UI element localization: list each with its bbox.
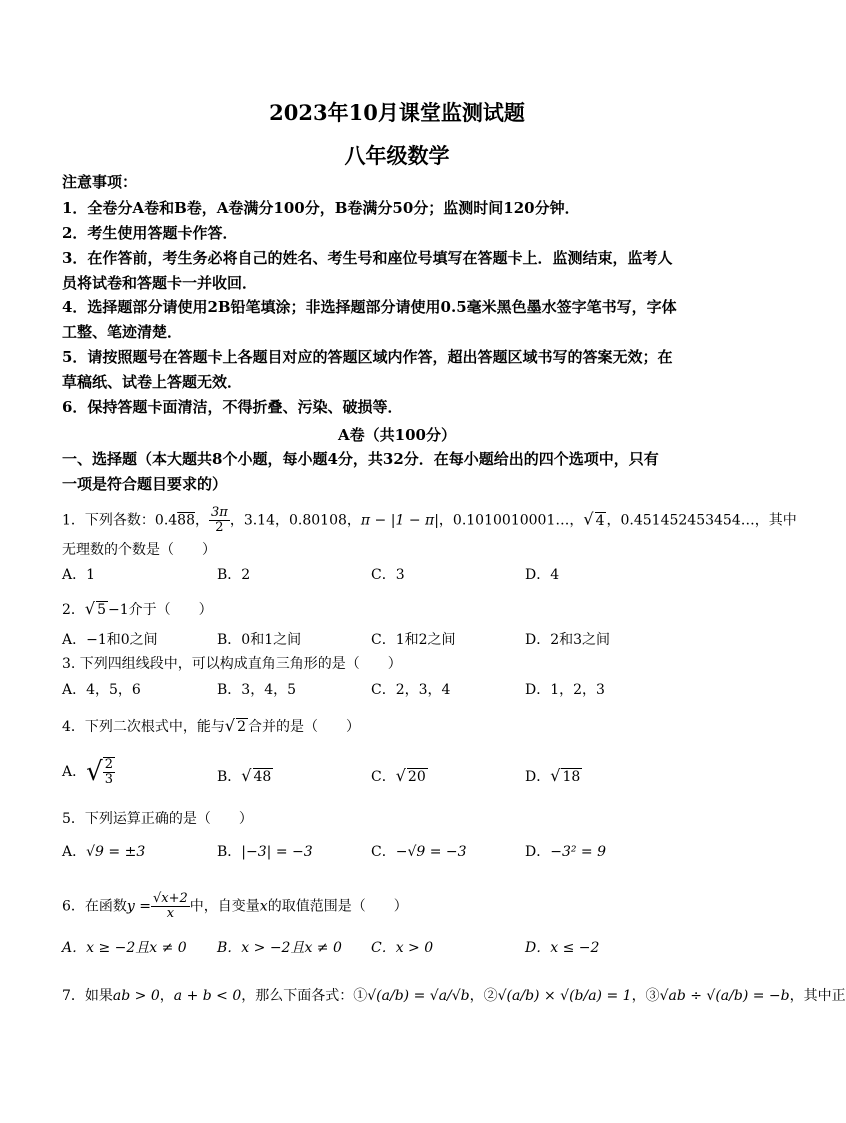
- note-item: 员将试卷和答题卡一并收回．: [62, 274, 258, 292]
- q4-sqrt-arg: 2: [237, 719, 247, 735]
- radical-icon: √: [86, 757, 103, 787]
- note-item: 5．请按照题号在答题卡上各题目对应的答题区域内作答，超出答题区域书写的答案无效；在: [62, 348, 673, 366]
- q3-option-d: D．1，2，3: [525, 682, 605, 698]
- q7-cond1: ab > 0: [112, 988, 160, 1004]
- q1-lead: 1．下列各数：0.4: [62, 512, 178, 529]
- q1-option-b: B．2: [217, 567, 251, 583]
- q5-option-c-expr: −√9 = −3: [395, 844, 467, 860]
- section-a-heading: A卷（共100分）: [338, 426, 456, 444]
- q5-option-b-label: B．: [217, 844, 242, 860]
- q6-tail: 中，自变量: [189, 898, 260, 915]
- q1-mid: ，3.14，0.80108，: [229, 512, 361, 529]
- q1-option-c: C．3: [371, 567, 405, 583]
- q2-option-a: A．−1和0之间: [62, 632, 158, 648]
- q2-option-c: C．1和2之间: [371, 632, 456, 648]
- q1-sqrt-arg: 4: [595, 512, 605, 529]
- q6-den: x: [166, 906, 175, 921]
- q6-fraction: [151, 892, 190, 921]
- q1-frac-den: 2: [215, 520, 224, 535]
- note-item: 工整、笔迹清楚．: [62, 323, 183, 341]
- q6-var: x: [259, 898, 268, 915]
- q1-option-d: D．4: [525, 567, 560, 583]
- q4-lead: 4．下列二次根式中，能与: [62, 719, 225, 735]
- q1-fraction: [209, 506, 230, 535]
- q2-sqrt-arg: 5: [97, 602, 107, 618]
- radical-icon: √: [583, 509, 594, 529]
- q4-option-a: [62, 757, 115, 787]
- q4-option-d-arg: 18: [562, 769, 581, 785]
- q3-option-c: C．2，3，4: [371, 682, 451, 698]
- q1-tail1: ，0.1010010001…，: [438, 512, 584, 529]
- q2-lead: 2．: [62, 602, 85, 618]
- q3-option-b: B．3，4，5: [217, 682, 297, 698]
- q7-cond2: a + b < 0: [173, 988, 242, 1004]
- radical-icon: √: [84, 599, 96, 618]
- q4-a-num: 2: [104, 757, 113, 772]
- radical-icon: √: [550, 766, 561, 785]
- q5-option-c: [371, 842, 467, 862]
- q1-repeating-digits: 88: [177, 512, 195, 529]
- q1-frac-num: 3π: [211, 505, 228, 520]
- q6-option-c: C．x > 0: [371, 940, 434, 956]
- q5-option-d-expr: −3² = 9: [550, 844, 607, 860]
- q5-option-d-label: D．: [525, 844, 551, 860]
- q7-expr-1: √(a/b) = √a/√b: [367, 988, 470, 1004]
- q7-mid: ，那么下面各式：①: [241, 988, 368, 1004]
- q4-option-c-label: C．: [371, 769, 396, 785]
- q5-option-b-expr: |−3| = −3: [241, 844, 313, 860]
- q6-option-b: B．x > −2且x ≠ 0: [217, 940, 342, 956]
- q4-option-b: [217, 766, 273, 787]
- q4-option-b-label: B．: [217, 769, 242, 785]
- q4-option-d-label: D．: [525, 769, 551, 785]
- note-item: 1．全卷分A卷和B卷，A卷满分100分，B卷满分50分；监测时间120分钟．: [62, 199, 580, 217]
- exam-title: 2023年10月课堂监测试题: [269, 100, 525, 125]
- q7-c3: ，③: [631, 988, 660, 1004]
- note-item: 草稿纸、试卷上答题无效．: [62, 373, 243, 391]
- q5-option-c-label: C．: [371, 844, 396, 860]
- part1-instructions: 一、选择题（本大题共8个小题，每小题4分，共32分．在每小题给出的四个选项中，只有: [62, 450, 659, 468]
- q4-tail: 合并的是（ ）: [248, 719, 361, 735]
- q6-option-d: D．x ≤ −2: [525, 940, 600, 956]
- q4-a-den: 3: [104, 772, 113, 787]
- question-6-stem: [62, 892, 408, 921]
- part1-instructions-cont: 一项是符合题目要求的）: [62, 475, 228, 493]
- q7-expr-2: √(a/b) × √(b/a) = 1: [497, 988, 632, 1004]
- q2-tail: −1介于（ ）: [108, 602, 213, 618]
- q5-option-a-label: A．: [62, 844, 87, 860]
- q4-option-a-fraction: [103, 757, 115, 787]
- note-item: 2．考生使用答题卡作答．: [62, 224, 238, 242]
- question-4-stem: [62, 716, 360, 737]
- q2-option-d: D．2和3之间: [525, 632, 611, 648]
- radical-icon: √: [241, 766, 252, 785]
- radical-icon: √: [395, 766, 406, 785]
- q4-option-a-label: A．: [62, 764, 87, 780]
- q7-tail: ，其中正: [789, 988, 846, 1004]
- question-3-stem: 3. 下列四组线段中，可以构成直角三角形的是（ ）: [62, 656, 402, 672]
- q7-c2: ，②: [469, 988, 498, 1004]
- q4-option-c: [371, 766, 428, 787]
- question-1-stem-cont: 无理数的个数是（ ）: [62, 542, 216, 558]
- q1-expr: π − |1 − π|: [360, 512, 439, 529]
- exam-subtitle: 八年级数学: [344, 143, 450, 168]
- question-5-stem: 5．下列运算正确的是（ ）: [62, 811, 253, 827]
- q7-lead: 7．如果: [62, 988, 113, 1004]
- q7-sep: ，: [159, 988, 174, 1004]
- q1-option-a: A．1: [62, 567, 96, 583]
- q6-tail2: 的取值范围是（ ）: [267, 898, 408, 915]
- q6-lead: 6．在函数: [62, 898, 127, 915]
- note-item: 6．保持答题卡面清洁，不得折叠、污染、破损等．: [62, 398, 403, 416]
- q2-option-b: B．0和1之间: [217, 632, 302, 648]
- q4-option-b-arg: 48: [253, 769, 272, 785]
- q5-option-b: [217, 842, 313, 862]
- q6-func: y =: [126, 898, 152, 915]
- question-2-stem: [62, 599, 213, 620]
- question-7-stem: [62, 986, 846, 1006]
- q1-tail2: ，0.451452453454…，其中: [606, 512, 797, 529]
- q7-expr-3: √ab ÷ √(a/b) = −b: [659, 988, 790, 1004]
- note-item: 3．在作答前，考生务必将自己的姓名、考生号和座位号填写在答题卡上．监测结束，监考人: [62, 249, 673, 267]
- q6-num: √x+2: [153, 891, 188, 906]
- q5-option-d: [525, 842, 606, 862]
- note-item: 4．选择题部分请使用2B铅笔填涂；非选择题部分请使用0.5毫米黑色墨水签字笔书写，字体: [62, 298, 677, 316]
- radical-icon: √: [224, 716, 236, 735]
- q5-option-a: [62, 842, 145, 862]
- question-1-stem: 1．下列各数：0.488， $\frac{3\pi}{2}$ ，3.14，0.80108，π − |1 − π|，0.1010010001…，√ 4 ，0.451452453454…，其中: [62, 505, 797, 535]
- q4-option-c-arg: 20: [407, 769, 426, 785]
- q3-option-a: A．4，5，6: [62, 682, 141, 698]
- notes-heading: 注意事项：: [62, 173, 138, 191]
- q5-option-a-expr: √9 = ±3: [86, 844, 146, 860]
- q6-option-a: A．x ≥ −2且x ≠ 0: [62, 940, 187, 956]
- q4-option-d: [525, 766, 582, 787]
